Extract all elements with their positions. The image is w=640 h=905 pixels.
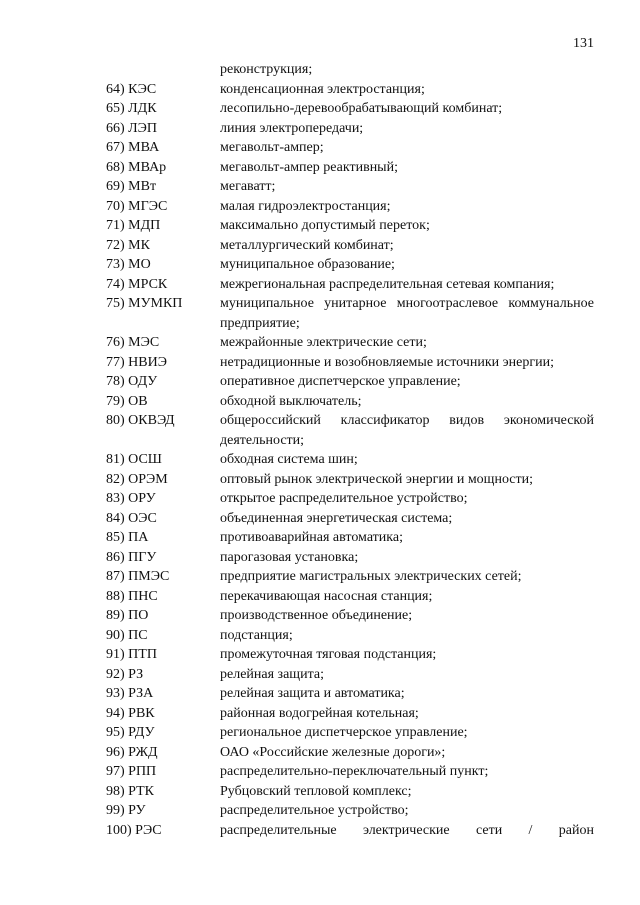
abbreviation: 83) ОРУ — [106, 491, 156, 506]
abbreviation: 91) ПТП — [106, 647, 157, 662]
list-item — [0, 333, 640, 353]
abbreviation: 99) РУ — [106, 803, 146, 818]
definition: конденсационная электростанция; — [220, 81, 425, 97]
list-item — [0, 645, 640, 665]
abbreviation: 85) ПА — [106, 530, 149, 545]
list-item — [0, 60, 640, 80]
abbreviation: 82) ОРЭМ — [106, 471, 168, 487]
definition: нетрадиционные и возобновляемые источники энергии; — [220, 354, 554, 370]
abbreviation: 80) ОКВЭД — [106, 413, 175, 428]
list-item — [0, 606, 640, 626]
list-item — [0, 294, 640, 333]
definition: распределительное устройство; — [220, 803, 409, 818]
list-item — [0, 762, 640, 782]
definition: общероссийский классификатор видов экономической деятельности; — [220, 413, 594, 448]
definition: лесопильно-деревообрабатывающий комбинат; — [220, 101, 503, 116]
abbreviation: 68) МВАр — [106, 159, 167, 175]
abbreviation: 76) МЭС — [106, 335, 160, 350]
list-item — [0, 665, 640, 685]
definition: перекачивающая насосная станция; — [220, 588, 433, 604]
abbreviation: 100) РЭС — [106, 822, 162, 838]
definition: распределительно-переключательный пункт; — [220, 764, 489, 779]
definition: малая гидроэлектростанция; — [220, 198, 391, 214]
list-item — [0, 723, 640, 743]
list-item — [0, 782, 640, 802]
list-item — [0, 80, 640, 100]
definition: мегавольт-ампер; — [220, 140, 324, 155]
abbreviation: 89) ПО — [106, 608, 149, 623]
list-item — [0, 704, 640, 724]
list-item — [0, 587, 640, 607]
list-item — [0, 801, 640, 821]
abbreviation: 70) МГЭС — [106, 198, 168, 214]
definition: Рубцовский тепловой комплекс; — [220, 783, 412, 799]
definition: открытое распределительное устройство; — [220, 491, 468, 506]
list-item — [0, 567, 640, 587]
list-item — [0, 743, 640, 763]
definition: объединенная энергетическая система; — [220, 510, 453, 526]
abbreviation: 84) ОЭС — [106, 510, 157, 526]
abbreviation: 69) МВт — [106, 179, 157, 194]
list-item — [0, 821, 640, 841]
abbreviation: 90) ПС — [106, 627, 148, 643]
definition: промежуточная тяговая подстанция; — [220, 647, 437, 662]
list-item — [0, 197, 640, 217]
list-item — [0, 392, 640, 412]
list-item — [0, 411, 640, 450]
abbreviation: 94) РВК — [106, 705, 155, 721]
abbreviation: 87) ПМЭС — [106, 569, 170, 584]
list-item — [0, 99, 640, 119]
list-item — [0, 470, 640, 490]
definition: межрегиональная распределительная сетевая компания; — [220, 276, 555, 292]
abbreviation: 92) РЗ — [106, 666, 144, 682]
list-item — [0, 684, 640, 704]
definition: реконструкция; — [220, 62, 313, 77]
definition: мегавольт-ампер реактивный; — [220, 159, 398, 175]
list-item — [0, 216, 640, 236]
definition: районная водогрейная котельная; — [220, 705, 419, 721]
list-item — [0, 138, 640, 158]
abbreviation: 75) МУМКП — [106, 296, 183, 311]
definition: региональное диспетчерское управление; — [220, 725, 468, 740]
abbreviation: 65) ЛДК — [106, 101, 157, 116]
abbreviation: 71) МДП — [106, 218, 161, 233]
list-item — [0, 158, 640, 178]
abbreviation: 86) ПГУ — [106, 549, 157, 565]
list-item — [0, 450, 640, 470]
abbreviation: 73) МО — [106, 257, 151, 272]
definition: обходной выключатель; — [220, 393, 362, 409]
list-item — [0, 372, 640, 392]
definition: ОАО «Российские железные дороги»; — [220, 744, 446, 760]
abbreviation: 97) РПП — [106, 764, 157, 779]
list-item — [0, 489, 640, 509]
definition: противоаварийная автоматика; — [220, 530, 403, 545]
definition: межрайонные электрические сети; — [220, 335, 427, 350]
definition: линия электропередачи; — [220, 120, 364, 136]
definition: распределительные электрические сети / район — [220, 822, 594, 838]
abbreviation: 64) КЭС — [106, 81, 157, 97]
definition: релейная защита и автоматика; — [220, 686, 405, 701]
definition: оптовый рынок электрической энергии и мощности; — [220, 471, 534, 487]
abbreviation: 72) МК — [106, 237, 150, 253]
definition: мегаватт; — [220, 179, 276, 194]
list-item — [0, 548, 640, 568]
definition: оперативное диспетчерское управление; — [220, 374, 461, 389]
abbreviation: 81) ОСШ — [106, 452, 162, 467]
list-item — [0, 626, 640, 646]
definition: подстанция; — [220, 627, 293, 643]
page-number: 131 — [573, 36, 594, 51]
abbreviation: 79) ОВ — [106, 393, 148, 409]
list-item — [0, 509, 640, 529]
abbreviation: 74) МРСК — [106, 276, 168, 292]
abbreviation: 96) РЖД — [106, 744, 158, 760]
abbreviation: 66) ЛЭП — [106, 120, 158, 136]
list-item — [0, 255, 640, 275]
abbreviation: 98) РТК — [106, 783, 155, 799]
definition: релейная защита; — [220, 666, 324, 682]
abbreviation: 95) РДУ — [106, 725, 155, 740]
definition: металлургический комбинат; — [220, 237, 394, 253]
definition: муниципальное образование; — [220, 257, 395, 272]
abbreviation: 93) РЗА — [106, 686, 154, 701]
list-item — [0, 236, 640, 256]
abbreviation: 77) НВИЭ — [106, 354, 167, 370]
list-item — [0, 119, 640, 139]
definition: максимально допустимый переток; — [220, 218, 430, 233]
abbreviation: 67) МВА — [106, 140, 160, 155]
definition: обходная система шин; — [220, 452, 358, 467]
list-item — [0, 177, 640, 197]
abbreviation-list — [0, 60, 640, 840]
abbreviation: 78) ОДУ — [106, 374, 158, 389]
list-item — [0, 528, 640, 548]
list-item — [0, 275, 640, 295]
list-item — [0, 353, 640, 373]
definition: производственное объединение; — [220, 608, 413, 623]
abbreviation: 88) ПНС — [106, 588, 158, 604]
definition: предприятие магистральных электрических сетей; — [220, 569, 522, 584]
definition: парогазовая установка; — [220, 549, 359, 565]
definition: муниципальное унитарное многоотраслевое коммунальное предприятие; — [220, 296, 594, 331]
